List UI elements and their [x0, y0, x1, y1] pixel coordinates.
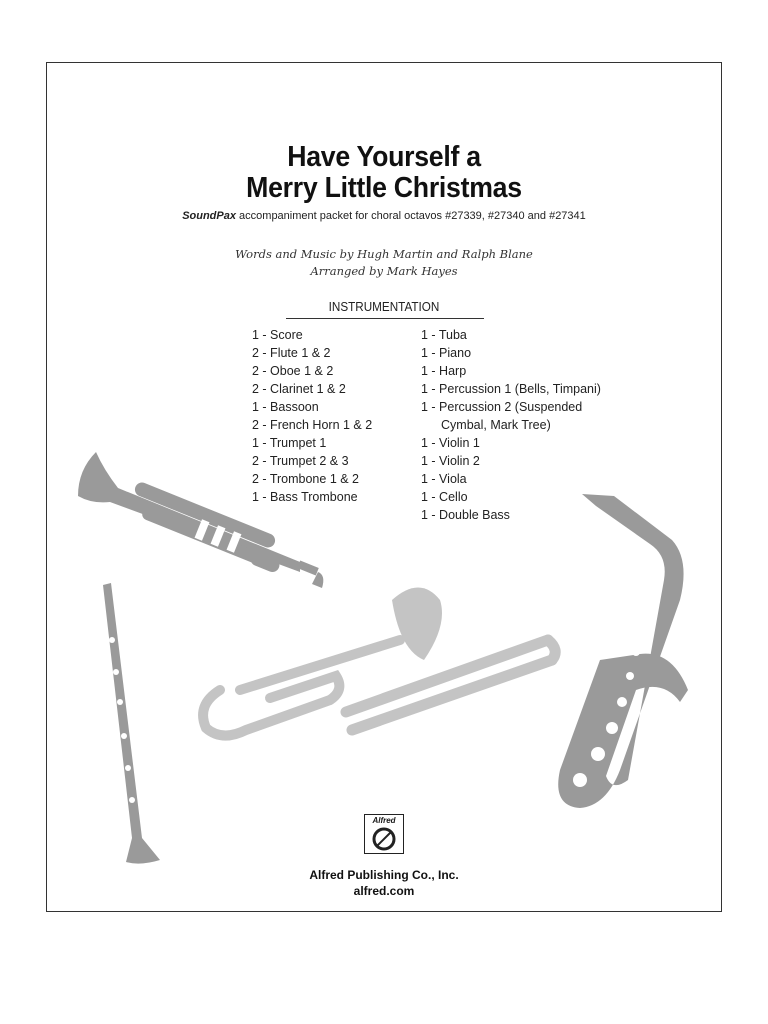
instrument-item: 1 - Tuba: [421, 328, 467, 342]
publisher-website: alfred.com: [353, 884, 415, 898]
instrument-item: 1 - Score: [252, 328, 303, 342]
instrument-item: 2 - Trumpet 2 & 3: [252, 454, 349, 468]
instrument-item: 1 - Cello: [421, 490, 468, 504]
instrument-item: 1 - Violin 2: [421, 454, 480, 468]
instrument-item: 1 - Bass Trombone: [252, 490, 358, 504]
trombone-icon: [203, 588, 555, 736]
logo-text: Alfred: [372, 816, 396, 825]
instrument-item: 2 - Flute 1 & 2: [252, 346, 331, 360]
instrument-item: 1 - Harp: [421, 364, 467, 378]
trumpet-icon: [78, 452, 323, 588]
instrument-item: 1 - Trumpet 1: [252, 436, 327, 450]
instrument-item: 1 - Double Bass: [421, 508, 510, 522]
instrument-item: 1 - Viola: [421, 472, 467, 486]
instrument-item: 2 - French Horn 1 & 2: [252, 418, 373, 432]
instrument-item-continued: Cymbal, Mark Tree): [441, 418, 551, 432]
credit-words-music: Words and Music by Hugh Martin and Ralph Blane: [235, 247, 533, 261]
instrumentation-heading: INSTRUMENTATION: [328, 299, 440, 314]
instrument-item: 1 - Percussion 2 (Suspended: [421, 400, 583, 414]
instrument-item: 1 - Percussion 1 (Bells, Timpani): [421, 382, 601, 396]
instrument-item: 1 - Violin 1: [421, 436, 480, 450]
alfred-logo: [364, 814, 404, 854]
title-line-2: Merry Little Christmas: [246, 172, 522, 204]
saxophone-icon: [558, 494, 688, 808]
publisher-name: Alfred Publishing Co., Inc.: [309, 868, 459, 882]
subtitle-text: accompaniment packet for choral octavos #27339, #27340 and #27341: [235, 210, 586, 222]
instrument-item: 2 - Clarinet 1 & 2: [252, 382, 346, 396]
clarinet-icon: [103, 583, 160, 864]
instrument-item: 2 - Trombone 1 & 2: [252, 472, 360, 486]
credit-arranger: Arranged by Mark Hayes: [310, 264, 458, 278]
instrument-item: 1 - Bassoon: [252, 400, 319, 414]
title-line-1: Have Yourself a: [287, 141, 481, 173]
subtitle-brand: SoundPax: [182, 210, 236, 222]
instrument-item: 2 - Oboe 1 & 2: [252, 364, 334, 378]
instrument-item: 1 - Piano: [421, 346, 472, 360]
logo-emblem-icon: [366, 826, 402, 852]
